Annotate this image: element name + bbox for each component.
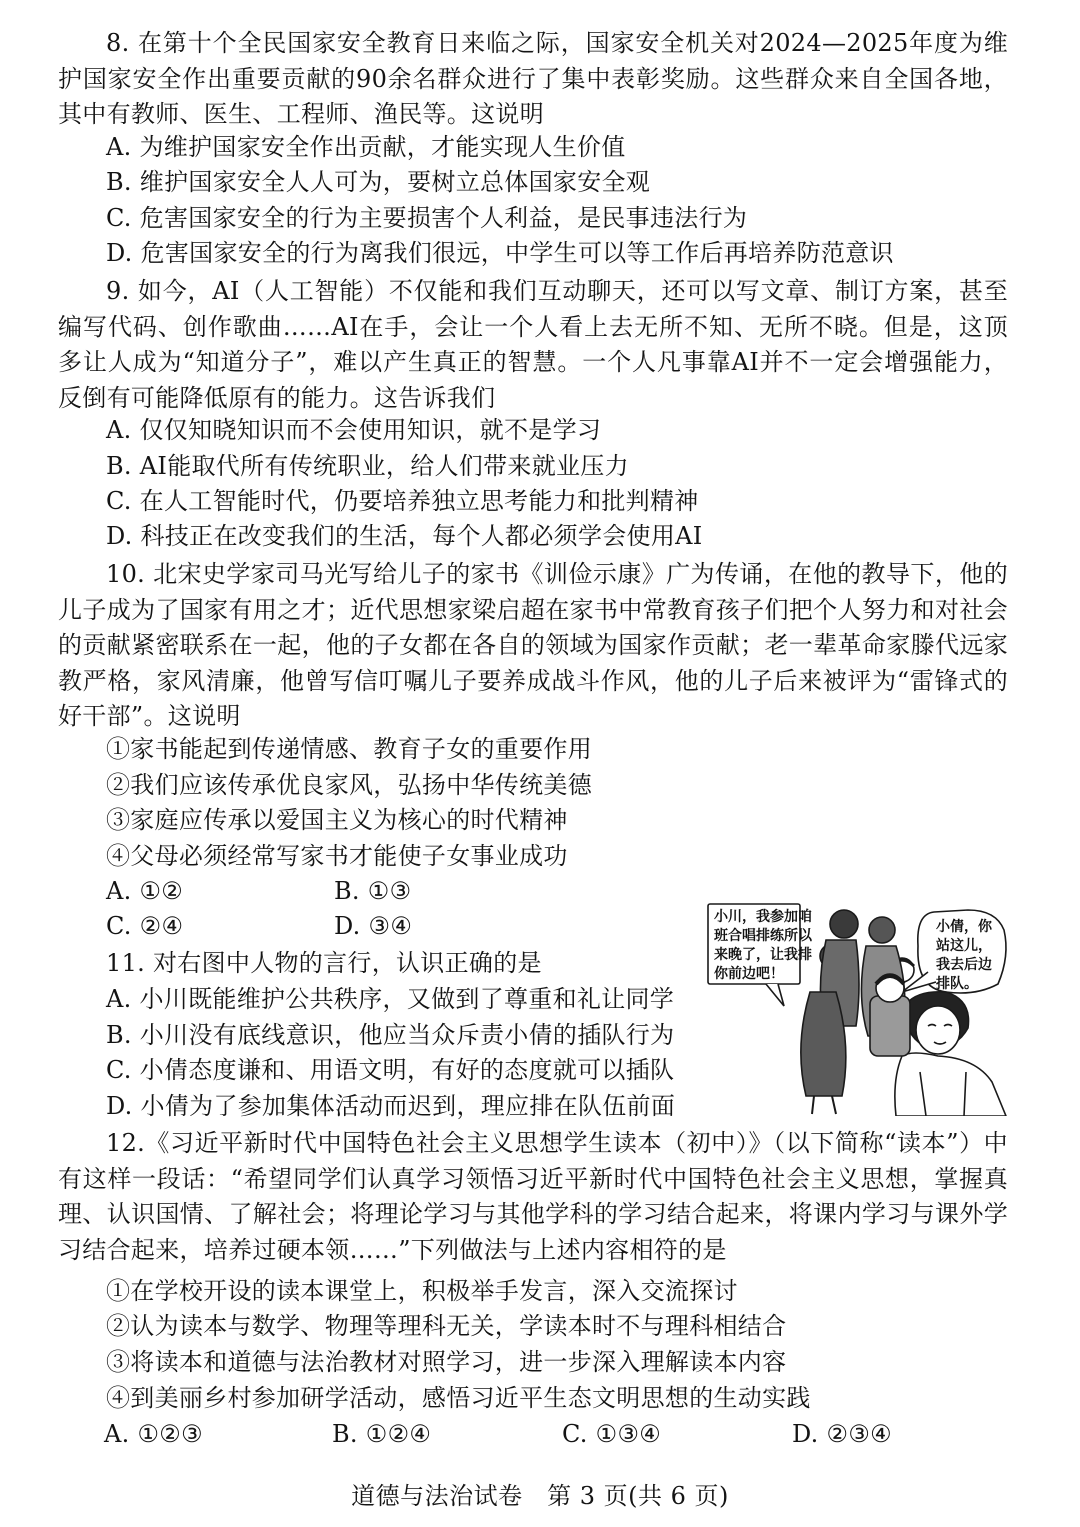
question-10-statement-2: ②我们应该传承优良家风，弘扬中华传统美德: [106, 771, 592, 799]
right-speech-bubble: 小倩，你 站这儿， 我去后边 排队。: [936, 919, 992, 992]
question-12-statement-2: ②认为读本与数学、物理等理科无关，学读本时不与理科相结合: [106, 1312, 787, 1340]
question-12-statement-4: ④到美丽乡村参加研学活动，感悟习近平生态文明思想的生动实践: [106, 1384, 811, 1412]
question-8-option-b: B. 维护国家安全人人可为，要树立总体国家安全观: [106, 168, 651, 196]
question-10-statement-4: ④父母必须经常写家书才能使子女事业成功: [106, 842, 568, 870]
question-11-illustration: [706, 896, 1012, 1116]
question-11-option-d: D. 小倩为了参加集体活动而迟到，理应排在队伍前面: [106, 1092, 676, 1120]
question-11-option-b: B. 小川没有底线意识，他应当众斥责小倩的插队行为: [106, 1021, 675, 1049]
question-8-option-a: A. 为维护国家安全作出贡献，才能实现人生价值: [106, 133, 626, 161]
page-footer: 道德与法治试卷 第 3 页(共 6 页): [351, 1482, 729, 1510]
question-12-statement-1: ①在学校开设的读本课堂上，积极举手发言，深入交流探讨: [106, 1277, 738, 1305]
question-12-option-d: D. ②③④: [792, 1420, 892, 1448]
question-8-option-d: D. 危害国家安全的行为离我们很远，中学生可以等工作后再培养防范意识: [106, 239, 894, 267]
question-10-option-b: B. ①③: [334, 877, 412, 905]
question-11-stem: 11. 对右图中人物的言行，认识正确的是: [106, 949, 542, 977]
question-8-option-c: C. 危害国家安全的行为主要损害个人利益，是民事违法行为: [106, 204, 748, 232]
question-10-statement-1: ①家书能起到传递情感、教育子女的重要作用: [106, 735, 592, 763]
question-12-option-c: C. ①③④: [562, 1420, 662, 1448]
question-11-option-a: A. 小川既能维护公共秩序，又做到了尊重和礼让同学: [106, 985, 675, 1013]
question-10-stem: 10. 北宋史学家司马光写给儿子的家书《训俭示康》广为传诵，在他的教导下，他的儿子成为了国家有用之才；近代思想家梁启超在家书中常教育孩子们把个人努力和对社会的贡献紧密联系在一起，他的子女都在各自的领域为国家作贡献；老一辈革命家滕代远家教严格，家风清廉，他曾写信叮嘱儿子要养成战斗作风，他的儿子后来被评为“雷锋式的好干部”。这说明: [58, 560, 1008, 730]
question-10-option-c: C. ②④: [106, 912, 184, 940]
question-12-statement-3: ③将读本和道德与法治教材对照学习，进一步深入理解读本内容: [106, 1348, 787, 1376]
question-12-option-a: A. ①②③: [104, 1420, 203, 1448]
question-9-option-a: A. 仅仅知晓知识而不会使用知识，就不是学习: [106, 416, 602, 444]
question-10-option-a: A. ①②: [106, 877, 184, 905]
question-12-stem: 12.《习近平新时代中国特色社会主义思想学生读本（初中）》（以下简称“读本”）中有这样一段话：“希望同学们认真学习领悟习近平新时代中国特色社会主义思想，掌握真理、认识国情、了解社会；将理论学习与其他学科的学习结合起来，将课内学习与课外学习结合起来，培养过硬本领……”下列做法与上述内容相符的是: [58, 1129, 1008, 1264]
question-9-option-d: D. 科技正在改变我们的生活，每个人都必须学会使用AI: [106, 522, 703, 550]
question-12-option-b: B. ①②④: [332, 1420, 432, 1448]
question-10-option-d: D. ③④: [334, 912, 413, 940]
question-9-option-b: B. AI能取代所有传统职业，给人们带来就业压力: [106, 452, 629, 480]
question-9-option-c: C. 在人工智能时代，仍要培养独立思考能力和批判精神: [106, 487, 699, 515]
left-speech-bubble: 小川，我参加咱 班合唱排练所以 来晚了，让我排 你前边吧！: [714, 909, 812, 982]
question-11-option-c: C. 小倩态度谦和、用语文明，有好的态度就可以插队: [106, 1056, 675, 1084]
question-9-stem: 9. 如今，AI（人工智能）不仅能和我们互动聊天，还可以写文章、制订方案，甚至编写代码、创作歌曲……AI在手，会让一个人看上去无所不知、无所不晓。但是，这顶多让人成为“知道分子”，难以产生真正的智慧。一个人凡事靠AI并不一定会增强能力，反倒有可能降低原有的能力。这告诉我们: [58, 277, 1008, 412]
question-8-stem: 8. 在第十个全民国家安全教育日来临之际，国家安全机关对2024—2025年度为维护国家安全作出重要贡献的90余名群众进行了集中表彰奖励。这些群众来自全国各地，其中有教师、医生、工程师、渔民等。这说明: [58, 29, 1008, 128]
question-10-statement-3: ③家庭应传承以爱国主义为核心的时代精神: [106, 806, 568, 834]
